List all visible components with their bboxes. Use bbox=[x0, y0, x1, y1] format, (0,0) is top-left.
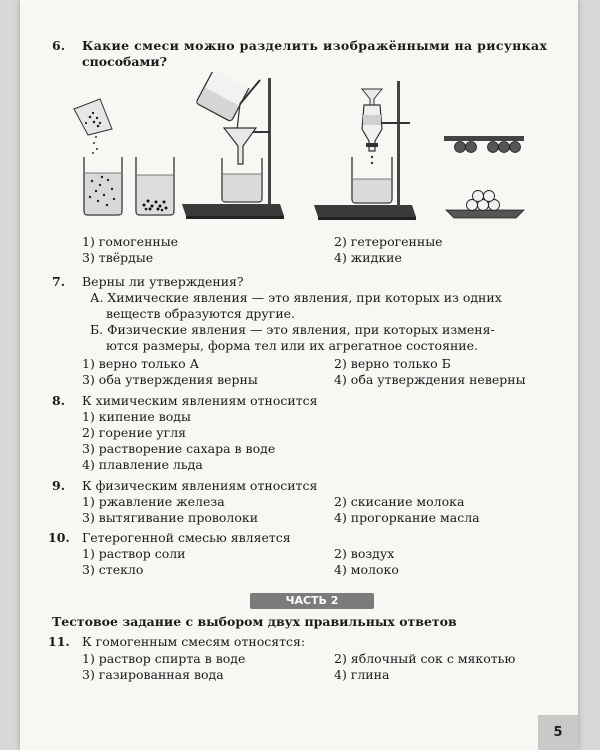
sedimentation-illustration bbox=[60, 95, 175, 220]
q11-number: 11. bbox=[48, 634, 70, 649]
q9-number: 9. bbox=[52, 478, 66, 493]
part-2-heading: Тестовое задание с выбором двух правильных ответов bbox=[52, 614, 457, 629]
q9-option-1: 1) ржавление железа bbox=[82, 494, 225, 509]
q6-option-2: 2) гетерогенные bbox=[334, 234, 443, 249]
q11-option-1: 1) раствор спирта в воде bbox=[82, 651, 246, 666]
q7-statement-b-line1: Б. Физические явления — это явления, при которых изменя- bbox=[90, 322, 495, 337]
q7-option-4: 4) оба утверждения неверны bbox=[334, 372, 526, 387]
filtration-illustration bbox=[180, 72, 305, 222]
page-number: 5 bbox=[538, 715, 578, 750]
textbook-page bbox=[20, 0, 578, 750]
q10-option-2: 2) воздух bbox=[334, 546, 395, 561]
q6-option-3: 3) твёрдые bbox=[82, 250, 154, 265]
q11-text: К гомогенным смесям относятся: bbox=[82, 634, 306, 649]
q6-option-4: 4) жидкие bbox=[334, 250, 402, 265]
q9-option-3: 3) вытягивание проволоки bbox=[82, 510, 259, 525]
q8-option-2: 2) горение угля bbox=[82, 425, 187, 440]
q10-text: Гетерогенной смесью является bbox=[82, 530, 291, 545]
q8-option-3: 3) растворение сахара в воде bbox=[82, 441, 276, 456]
q7-option-3: 3) оба утверждения верны bbox=[82, 372, 258, 387]
q9-text: К физическим явлениям относится bbox=[82, 478, 318, 493]
q9-option-4: 4) прогоркание масла bbox=[334, 510, 480, 525]
q7-number: 7. bbox=[52, 274, 66, 289]
magnet-separation-illustration bbox=[440, 130, 530, 222]
q11-option-2: 2) яблочный сок с мякотью bbox=[334, 651, 516, 666]
q7-statement-b-line2: ются размеры, форма тел или их агрегатное состояние. bbox=[106, 338, 478, 353]
q7-statement-a-line1: А. Химические явления — это явления, при которых из одних bbox=[90, 290, 502, 305]
separatory-funnel-illustration bbox=[312, 75, 432, 223]
q10-number: 10. bbox=[48, 530, 70, 545]
q11-option-3: 3) газированная вода bbox=[82, 667, 224, 682]
q8-option-4: 4) плавление льда bbox=[82, 457, 203, 472]
q8-number: 8. bbox=[52, 393, 66, 408]
q8-option-1: 1) кипение воды bbox=[82, 409, 191, 424]
q6-text-line2: способами? bbox=[82, 54, 167, 69]
q6-option-1: 1) гомогенные bbox=[82, 234, 179, 249]
q7-statement-a-line2: веществ образуются другие. bbox=[106, 306, 296, 321]
q7-text: Верны ли утверждения? bbox=[82, 274, 244, 289]
q6-text-line1: Какие смеси можно разделить изображёнными на рисунках bbox=[82, 38, 548, 53]
q7-option-2: 2) верно только Б bbox=[334, 356, 451, 371]
part-2-banner: ЧАСТЬ 2 bbox=[250, 593, 374, 609]
q6-number: 6. bbox=[52, 38, 66, 53]
q10-option-1: 1) раствор соли bbox=[82, 546, 186, 561]
q9-option-2: 2) скисание молока bbox=[334, 494, 465, 509]
q11-option-4: 4) глина bbox=[334, 667, 390, 682]
q7-option-1: 1) верно только А bbox=[82, 356, 200, 371]
q10-option-4: 4) молоко bbox=[334, 562, 399, 577]
q8-text: К химическим явлениям относится bbox=[82, 393, 318, 408]
q10-option-3: 3) стекло bbox=[82, 562, 144, 577]
